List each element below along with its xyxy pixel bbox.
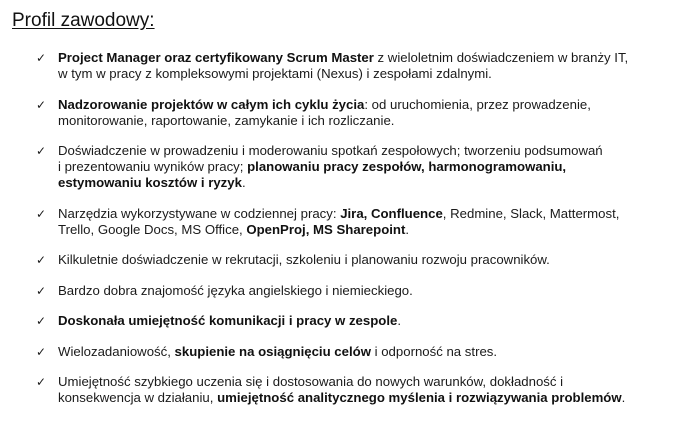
text-line (58, 283, 675, 299)
bold-text: estymowaniu kosztów i ryzyk (58, 175, 242, 190)
check-icon: ✓ (36, 206, 47, 221)
list-item (0, 283, 675, 299)
text-line (58, 313, 675, 329)
check-icon: ✓ (36, 283, 47, 298)
text-line (58, 374, 675, 390)
text: Wielozadaniowość, (58, 343, 175, 359)
text-line (58, 222, 675, 238)
text-line (58, 113, 675, 129)
text-line (58, 50, 675, 66)
text-line (58, 206, 675, 222)
text-line (58, 97, 675, 113)
text: monitorowanie, raportowanie, zamykanie i ich rozliczanie. (58, 112, 395, 128)
text: Kilkuletnie doświadczenie w rekrutacji, szkoleniu i planowaniu rozwoju pracowników. (58, 252, 550, 267)
profile-list (0, 50, 675, 421)
text: Doświadczenie w prowadzeniu i moderowaniu spotkań zespołowych; tworzeniu podsumowań (58, 143, 603, 158)
text: z wieloletnim doświadczeniem w branży IT, (373, 50, 629, 65)
text: w tym w pracy z kompleksowymi projektami (Nexus) i zespołami zdalnymi. (58, 66, 492, 81)
text: . (621, 390, 626, 405)
check-icon: ✓ (36, 314, 47, 328)
text-line (58, 390, 675, 406)
text: . (397, 313, 401, 328)
list-item (0, 97, 675, 129)
bold-text: Nadzorowanie projektów w całym ich cyklu życia (58, 96, 365, 112)
text: Trello, Google Docs, MS Office, (58, 221, 247, 237)
text: i prezentowaniu wyników pracy; (58, 159, 248, 174)
bold-text: Project Manager oraz certyfikowany Scrum Master (58, 50, 374, 65)
text-line (58, 66, 675, 82)
check-icon: ✓ (36, 344, 47, 359)
check-icon: ✓ (36, 253, 47, 267)
check-icon: ✓ (36, 97, 47, 112)
list-item (0, 143, 675, 191)
text: i odporność na stres. (370, 343, 498, 359)
bold-text: planowaniu pracy zespołów, harmonogramowaniu, (247, 159, 567, 174)
text: , Redmine, Slack, Mattermost, (442, 205, 620, 221)
text-line (58, 344, 675, 360)
text: : od uruchomienia, przez prowadzenie, (364, 96, 591, 112)
check-icon: ✓ (36, 144, 47, 158)
list-item (0, 252, 675, 268)
list-item (0, 313, 675, 329)
list-item (0, 50, 675, 82)
text: Narzędzia wykorzystywane w codziennej pracy: (58, 205, 341, 221)
text: . (405, 221, 410, 237)
text-line (58, 175, 675, 191)
text-line (58, 143, 675, 159)
bold-text: skupienie na osiągnięciu celów (174, 343, 371, 359)
bold-text: Jira, Confluence (340, 205, 443, 221)
text: . (241, 175, 246, 190)
list-item (0, 374, 675, 406)
text-line (58, 252, 675, 268)
text: Umiejętność szybkiego uczenia się i dostosowania do nowych warunków, dokładność i (58, 374, 564, 389)
section-title: Profil zawodowy: (12, 10, 155, 31)
text: konsekwencja w działaniu, (58, 390, 218, 405)
check-icon: ✓ (36, 51, 47, 65)
bold-text: Doskonała umiejętność komunikacji i pracy w zespole (58, 313, 398, 328)
check-icon: ✓ (36, 375, 47, 389)
bold-text: umiejętność analitycznego myślenia i rozwiązywania problemów (217, 390, 622, 405)
bold-text: OpenProj, MS Sharepoint (246, 221, 406, 237)
list-item (0, 344, 675, 360)
list-item (0, 206, 675, 238)
text: Bardzo dobra znajomość języka angielskiego i niemieckiego. (58, 282, 413, 298)
text-line (58, 159, 675, 175)
